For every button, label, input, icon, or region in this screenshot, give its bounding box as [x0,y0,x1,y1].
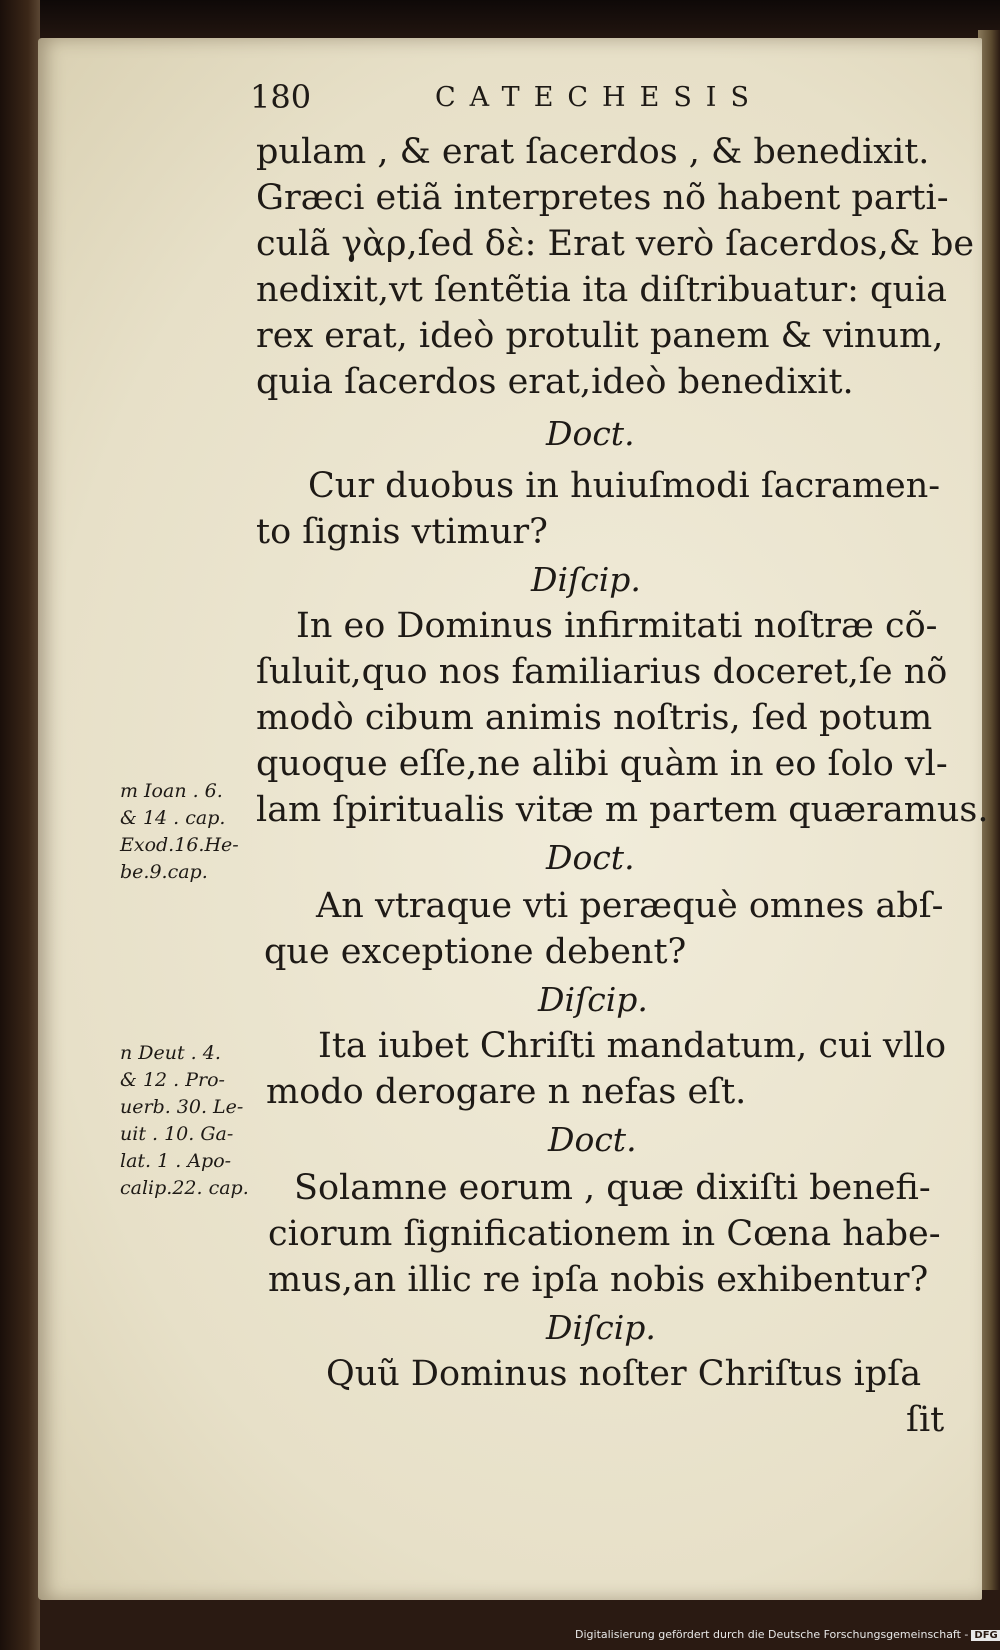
margin-note-line: uit . 10. Ga- [120,1123,234,1145]
text-line: rex erat, ideò protulit panem & vinum, [256,316,944,356]
speaker-label-doct: Doct. [548,1120,637,1159]
text-line: quoque eſſe,ne alibi quàm in eo ſolo vl- [256,744,948,784]
text-line: que exceptione debent? [264,932,687,972]
text-line: Quũ Dominus noſter Chriſtus ipſa [326,1354,922,1394]
text-line: modo derogare n nefas eſt. [266,1072,747,1112]
text-line: quia ſacerdos erat,ideò benedixit. [256,362,854,402]
speaker-label-discip: Diſcip. [531,560,641,599]
text-line: ciorum ſignificationem in Cœna habe- [268,1214,941,1254]
margin-note-line: lat. 1 . Apo- [120,1150,232,1172]
margin-note-n [120,1040,270,1202]
text-line: mus,an illic re ipſa nobis exhibentur? [268,1260,929,1300]
text-line: culã γὰρ,ſed δὲ: Erat verò ſacerdos,& be [256,224,975,264]
margin-note-line: & 14 . cap. [120,807,226,829]
text-line: Ita iubet Chriſti mandatum, cui vllo [318,1026,947,1066]
speaker-label-doct: Doct. [546,838,635,877]
text-line: Cur duobus in huiuſmodi ſacramen- [308,466,941,506]
catchword: ſit [906,1400,945,1440]
text-line: lam ſpiritualis vitæ m partem quæramus. [256,790,989,830]
page-header [250,78,890,122]
margin-note-line: calip.22. cap. [120,1177,249,1199]
margin-note-line: uerb. 30. Le- [120,1096,244,1118]
margin-note-line: & 12 . Pro- [120,1069,225,1091]
folio-number: 180 [250,78,312,116]
margin-note-line: m Ioan . 6. [120,780,223,802]
book-top-edge [0,0,1000,42]
book-spine [0,0,40,1650]
text-line: An vtraque vti peræquè omnes abſ- [316,886,944,926]
book-page [38,38,989,1600]
margin-note-line: n Deut . 4. [120,1042,221,1064]
text-line: nedixit,vt ſentẽtia ita diſtribuatur: quia [256,270,948,310]
running-title: CATECHESIS [435,82,763,113]
text-line: pulam , & erat ſacerdos , & benedixit. [256,132,930,172]
text-line: ſuluit,quo nos familiarius doceret,ſe nõ [256,652,948,692]
dfg-logo: DFG [971,1630,1000,1641]
speaker-label-doct: Doct. [546,414,635,453]
credit-text: Digitalisierung gefördert durch die Deutsche Forschungsgemeinschaft - [575,1628,969,1641]
margin-note-line: Exod.16.He- [120,834,239,856]
digitization-credit [575,1628,998,1646]
text-line: Solamne eorum , quæ dixiſti benefi- [294,1168,931,1208]
text-line: to ſignis vtimur? [256,512,548,552]
margin-note-line: be.9.cap. [120,861,208,883]
text-line: In eo Dominus infirmitati noſtræ cõ- [296,606,938,646]
speaker-label-discip: Diſcip. [538,980,648,1019]
margin-note-m [120,778,270,886]
speaker-label-discip: Diſcip. [546,1308,656,1347]
text-line: modò cibum animis noſtris, ſed potum [256,698,933,738]
text-line: Græci etiã interpretes nõ habent parti- [256,178,949,218]
